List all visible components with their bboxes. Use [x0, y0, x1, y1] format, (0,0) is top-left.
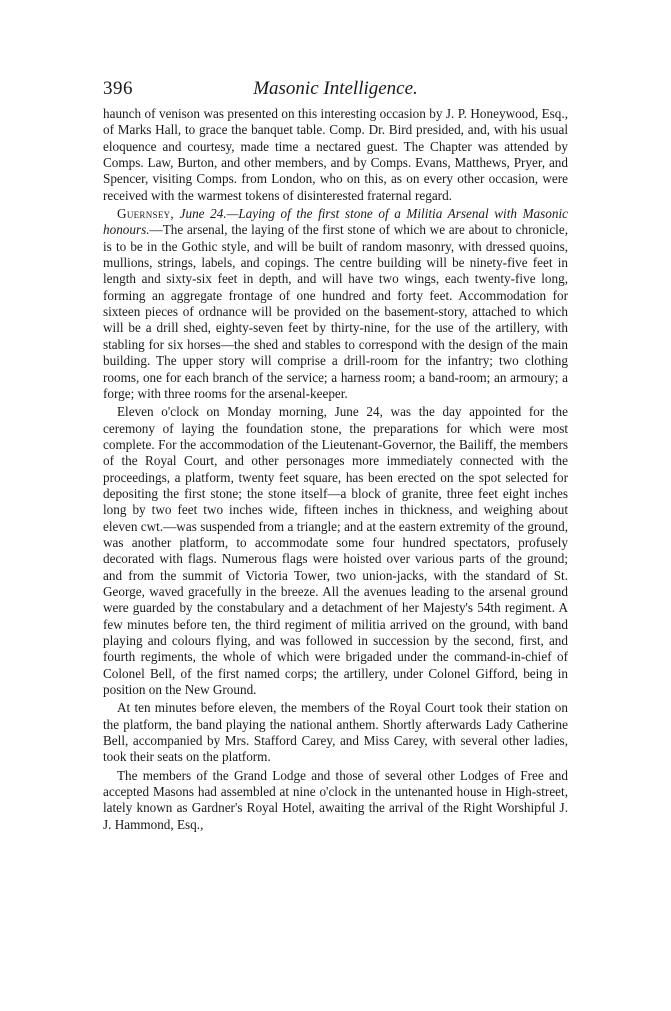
paragraph-3: Eleven o'clock on Monday morning, June 24, was the day appointed for the ceremony of laying the foundation stone, the preparations for which were most complete. For the accommodation of the Lieutenant-Governor, the Bailiff, the members of the Royal Court, and other personages more immediately connected with the proceedings, a platform, twenty feet square, has been erected on the spot selected for depositing the first stone; the stone itself—a block of granite, three feet eight inches long by two feet two inches wide, fifteen inches in thickness, and weighing about eleven cwt.—was suspended from a triangle; and at the eastern extremity of the ground, was another platform, to accommodate some four hundred spectators, profusely decorated with flags. Numerous flags were hoisted over various parts of the ground; and from the summit of Victoria Tower, two union-jacks, with the standard of St. George, waved gracefully in the breeze. All the avenues leading to the arsenal ground were guarded by the constabulary and a detachment of her Majesty's 54th regiment. A few minutes before ten, the third regiment of militia arrived on the ground, with band playing and colours flying, and was followed in succession by the second, first, and fourth regiments, the whole of which were brigaded under the command-in-chief of Colonel Bell, of the first named corps; the artillery, under Colonel Gifford, being in position on the New Ground.: [103, 404, 568, 698]
report-heading: —Laying of the first stone of a Militia Arsenal with Masonic honours.: [103, 206, 568, 238]
paragraph-2: [103, 206, 568, 402]
paragraph-2-text: —The arsenal, the laying of the first stone of which we are about to chronicle, is to be in the Gothic style, and will be built of random masonry, with dressed quoins, mullions, strings, labels, and copings. The centre building will be ninety-five feet in length and sixty-six feet in depth, and will have two wings, each twenty-five long, forming an aggregate frontage of one hundred and forty feet. Accommodation for sixteen pieces of ordnance will be provided on the basement-story, attached to which will be a drill shed, eighty-seven feet by thirty-nine, for the use of the artillery, with stabling for six horses—the shed and stables to correspond with the design of the main building. The upper story will comprise a drill-room for the infantry; two clothing rooms, one for each branch of the service; a harness room; a band-room; an armoury; a forge; with three rooms for the arsenal-keeper.: [103, 222, 568, 401]
page: [103, 78, 568, 833]
place-name: Guernsey,: [117, 206, 175, 222]
report-date: June 24.: [179, 206, 227, 222]
paragraph-5: The members of the Grand Lodge and those of several other Lodges of Free and accepted Masons had assembled at nine o'clock in the untenanted house in High-street, lately known as Gardner's Royal Hotel, awaiting the arrival of the Right Worshipful J. J. Hammond, Esq.,: [103, 767, 568, 832]
paragraph-1: haunch of venison was presented on this interesting occasion by J. P. Honeywood, Esq., of Marks Hall, to grace the banquet table. Comp. Dr. Bird presided, and, with his usual eloquence and courtesy, made time a nectared guest. The Chapter was attended by Comps. Law, Burton, and other members, and by Comps. Evans, Matthews, Pryer, and Spencer, visiting Comps. from London, who on this, as on every other occasion, were received with the warmest tokens of disinterested fraternal regard.: [103, 106, 568, 203]
article-body: [103, 106, 568, 833]
page-number: 396: [103, 78, 133, 99]
running-title: Masonic Intelligence.: [253, 78, 418, 99]
paragraph-4: At ten minutes before eleven, the members of the Royal Court took their station on the platform, the band playing the national anthem. Shortly afterwards Lady Catherine Bell, accompanied by Mrs. Stafford Carey, and Miss Carey, with several other ladies, took their seats on the platform.: [103, 700, 568, 765]
running-head: [103, 78, 568, 106]
